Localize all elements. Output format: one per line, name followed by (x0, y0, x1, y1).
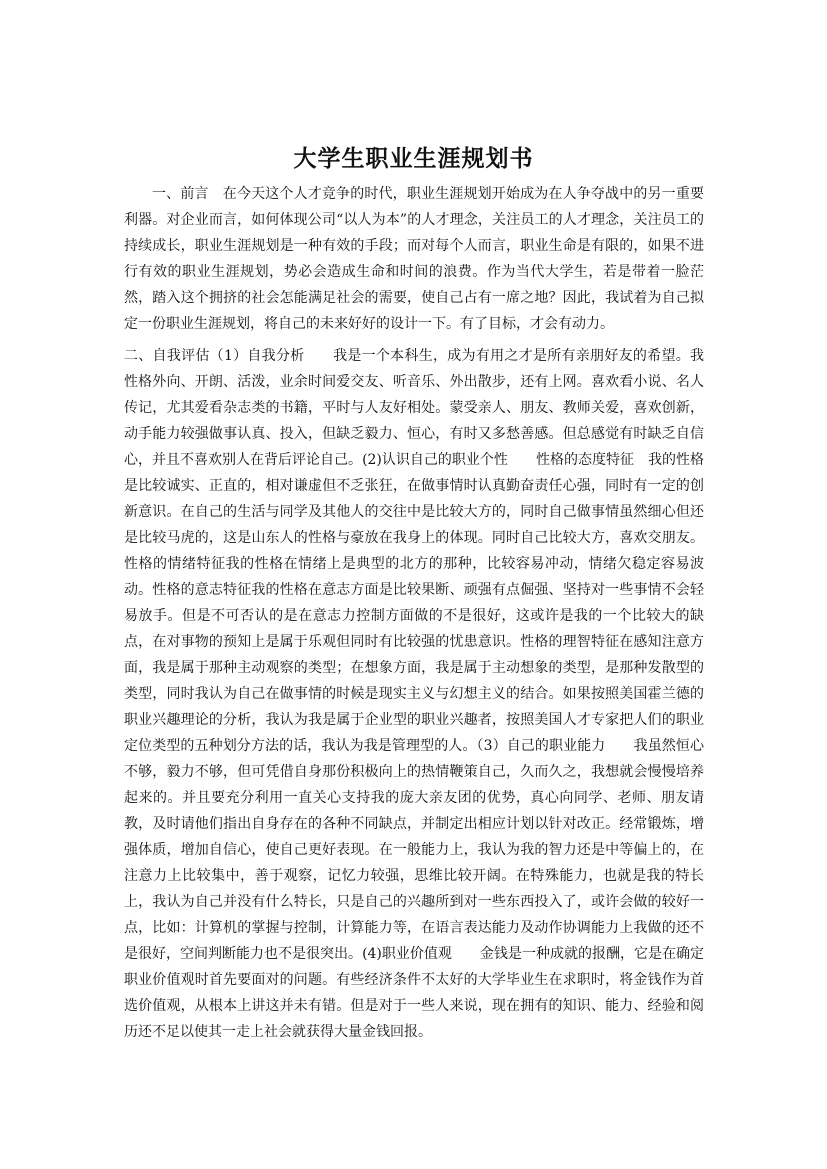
page-title: 大学生职业生涯规划书 (293, 146, 534, 173)
paragraph-self-assessment: 二、自我评估（1）自我分析 我是一个本科生，成为有用之才是所有亲朋好友的希望。我性格外向、开朗、活泼，业余时间爱交友、听音乐、外出散步，还有上网。喜欢看小说、名人传记，尤其爱看杂志类的书籍，平时与人友好相处。蒙受亲人、朋友、教师关爱，喜欢创新，动手能力较强做事认真、投入，但缺乏毅力、恒心，有时又多愁善感。但总感觉有时缺乏自信心，并且不喜欢别人在背后评论自己。(2)认识自己的职业个性 性格的态度特征 我的性格是比较诚实、正直的，相对谦虚但不乏张狂，在做事情时认真勤奋责任心强，同时有一定的创新意识。在自己的生活与同学及其他人的交往中是比较大方的，同时自己做事情虽然细心但还是比较马虎的，这是山东人的性格与豪放在我身上的体现。同时自己比较大方，喜欢交朋友。性格的情绪特征我的性格在情绪上是典型的北方的那种，比较容易冲动，情绪欠稳定容易波动。性格的意志特征我的性格在意志方面是比较果断、顽强有点倔强、坚持对一些事情不会轻易放手。但是不可否认的是在意志力控制方面做的不是很好，这或许是我的一个比较大的缺点，在对事物的预知上是属于乐观但同时有比较强的忧患意识。性格的理智特征在感知注意方面，我是属于那种主动观察的类型；在想象方面，我是属于主动想象的类型，是那种发散型的类型，同时我认为自己在做事情的时候是现实主义与幻想主义的结合。如果按照美国霍兰德的职业兴趣理论的分析，我认为我是属于企业型的职业兴趣者，按照美国人才专家把人们的职业定位类型的五种划分方法的话，我认为我是管理型的人。（3）自己的职业能力 我虽然恒心不够，毅力不够，但可凭借自身那份积极向上的热情鞭策自己，久而久之，我想就会慢慢培养起来的。并且要充分利用一直关心支持我的庞大亲友团的优势，真心向同学、老师、朋友请教，及时请他们指出自身存在的各种不同缺点，并制定出相应计划以针对改正。经常锻炼，增强体质，增加自信心，使自己更好表现。在一般能力上，我认为我的智力还是中等偏上的，在注意力上比较集中，善于观察，记忆力较强，思维比较开阔。在特殊能力，也就是我的特长上，我认为自己并没有什么特长，只是自己的兴趣所到对一些东西投入了，或许会做的较好一点，比如：计算机的掌握与控制，计算能力等，在语言表达能力及动作协调能力上我做的还不是很好，空间判断能力也不是很突出。(4)职业价值观 金钱是一种成就的报酬，它是在确定职业价值观时首先要面对的问题。有些经济条件不太好的大学毕业生在求职时，将金钱作为首选价值观，从根本上讲这并未有错。但是对于一些人来说，现在拥有的知识、能力、经验和阅历还不足以使其一走上社会就获得大量金钱回报。 (124, 348, 704, 1040)
paragraph-preface: 一、前言 在今天这个人才竞争的时代，职业生涯规划开始成为在人争夺战中的另一重要利器。对企业而言，如何体现公司“以人为本”的人才理念，关注员工的人才理念，关注员工的持续成长，职业生涯规划是一种有效的手段；而对每个人而言，职业生命是有限的，如果不进行有效的职业生涯规划，势必会造成生命和时间的浪费。作为当代大学生，若是带着一脸茫然，踏入这个拥挤的社会怎能满足社会的需要，使自己占有一席之地？因此，我试着为自己拟定一份职业生涯规划，将自己的未来好好的设计一下。有了目标，才会有动力。 (124, 186, 704, 332)
